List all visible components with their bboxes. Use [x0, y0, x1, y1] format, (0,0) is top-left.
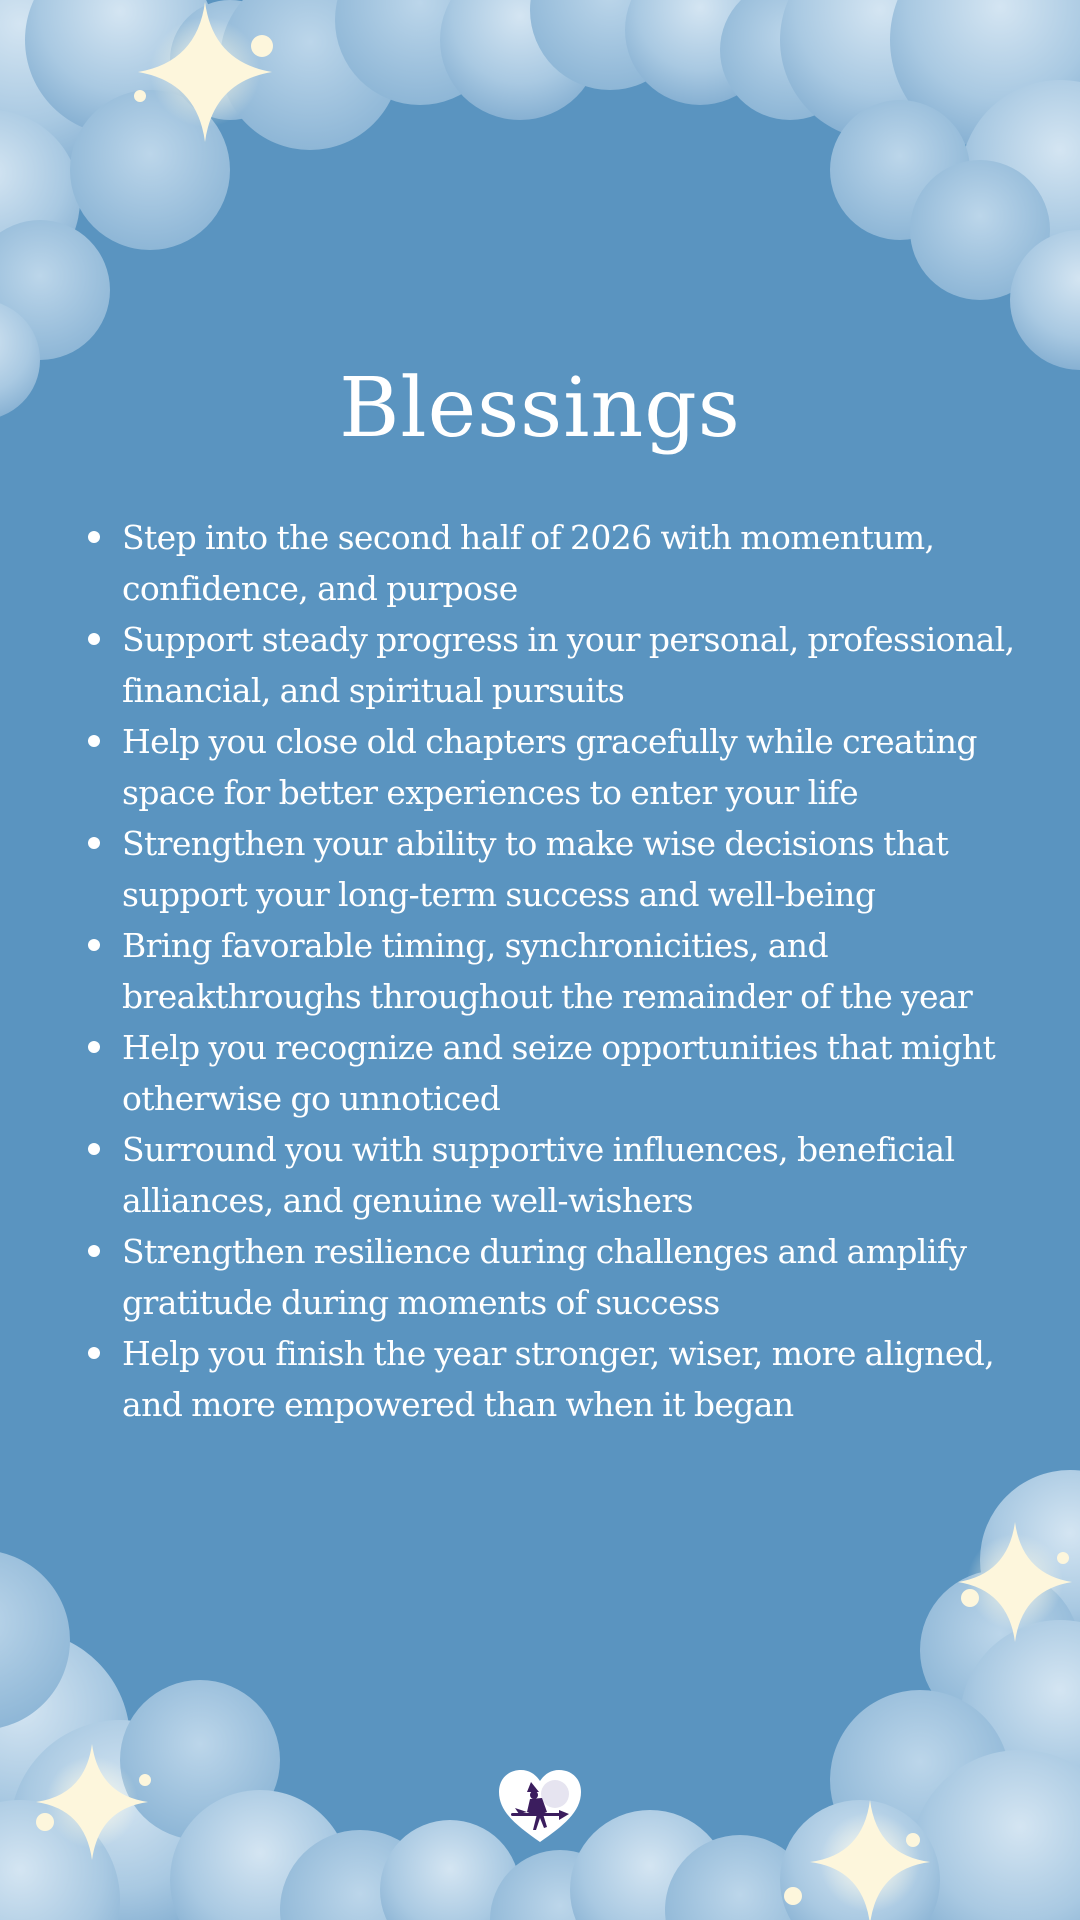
bullet-icon: [88, 735, 100, 747]
bullet-icon: [88, 633, 100, 645]
bullet-icon: [88, 939, 100, 951]
blessing-item: [80, 512, 1030, 614]
blessings-list: [80, 512, 1030, 1430]
bullet-icon: [88, 1347, 100, 1359]
blessing-text: Support steady progress in your personal, professional, financial, and spiritual pursuits: [122, 620, 1015, 710]
blessing-text: Help you finish the year stronger, wiser, more aligned, and more empowered than when it began: [122, 1334, 995, 1424]
blessing-item: [80, 1328, 1030, 1430]
bullet-icon: [88, 1245, 100, 1257]
blessing-text: Strengthen your ability to make wise decisions that support your long-term success and well-being: [122, 824, 949, 914]
blessing-item: [80, 1226, 1030, 1328]
blessing-item: [80, 614, 1030, 716]
bullet-icon: [88, 1143, 100, 1155]
bullet-icon: [88, 837, 100, 849]
blessing-item: [80, 1124, 1030, 1226]
bullet-icon: [88, 531, 100, 543]
blessing-text: Bring favorable timing, synchronicities, and breakthroughs throughout the remainder of the year: [122, 926, 973, 1016]
blessing-item: [80, 1022, 1030, 1124]
bullet-icon: [88, 1041, 100, 1053]
blessing-text: Help you close old chapters gracefully while creating space for better experiences to enter your life: [122, 722, 977, 812]
blessing-text: Step into the second half of 2026 with momentum, confidence, and purpose: [122, 518, 935, 608]
blessing-text: Strengthen resilience during challenges and amplify gratitude during moments of success: [122, 1232, 967, 1322]
page-title: Blessings: [339, 361, 741, 456]
blessing-text: Help you recognize and seize opportunities that might otherwise go unnoticed: [122, 1028, 996, 1118]
blessing-item: [80, 716, 1030, 818]
blessing-item: [80, 818, 1030, 920]
blessing-text: Surround you with supportive influences, beneficial alliances, and genuine well-wishers: [122, 1130, 955, 1220]
witch-heart-logo: [497, 1768, 583, 1844]
blessing-item: [80, 920, 1030, 1022]
